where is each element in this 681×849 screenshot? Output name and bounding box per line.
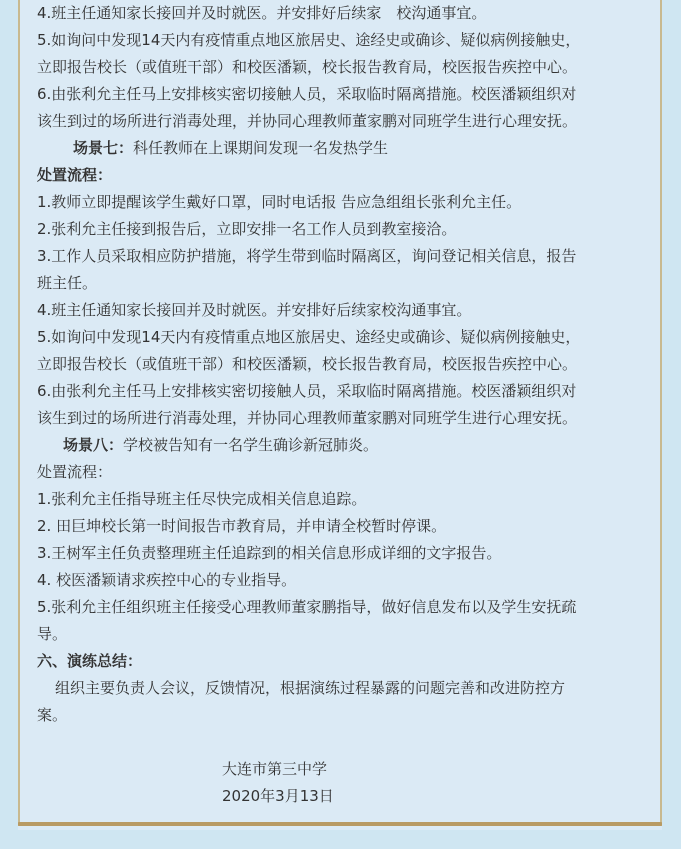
text-line: 1.张利允主任指导班主任尽快完成相关信息追踪。 xyxy=(37,490,367,508)
scene-eight-label: 场景八： xyxy=(63,436,124,454)
procedure-heading: 处置流程： xyxy=(37,463,113,481)
signature-org: 大连市第三中学 xyxy=(222,760,328,778)
text-line: 导。 xyxy=(37,625,68,643)
text-line: 该生到过的场所进行消毒处理，并协同心理教师董家鹏对同班学生进行心理安抚。 xyxy=(37,112,578,130)
text-line: 组织主要负责人会议，反馈情况，根据演练过程暴露的问题完善和改进防控方 xyxy=(55,679,566,697)
text-line: 立即报告校长（或值班干部）和校医潘颖，校长报告教育局，校医报告疾控中心。 xyxy=(37,355,578,373)
scene-seven-heading xyxy=(37,135,388,162)
text-line: 4. 校医潘颖请求疾控中心的专业指导。 xyxy=(37,571,297,589)
frame-left-border xyxy=(18,0,20,826)
text-line: 5.如询问中发现14天内有疫情重点地区旅居史、途经史或确诊、疑似病例接触史， xyxy=(37,328,581,346)
text-line: 6.由张利允主任马上安排核实密切接触人员，采取临时隔离措施。校医潘颖组织对 xyxy=(37,382,577,400)
frame-right-border xyxy=(660,0,662,826)
text-line: 2.张利允主任接到报告后，立即安排一名工作人员到教室接洽。 xyxy=(37,220,457,238)
text-line: 6.由张利允主任马上安排核实密切接触人员，采取临时隔离措施。校医潘颖组织对 xyxy=(37,85,577,103)
text-line: 3.王树军主任负责整理班主任追踪到的相关信息形成详细的文字报告。 xyxy=(37,544,502,562)
summary-heading: 六、演练总结： xyxy=(37,652,143,670)
frame-bottom-border xyxy=(18,822,662,826)
scene-eight-text: 学校被告知有一名学生确诊新冠肺炎。 xyxy=(123,436,379,454)
text-line: 4.班主任通知家长接回并及时就医。并安排好后续家 校沟通事宜。 xyxy=(37,4,487,22)
scene-seven-label: 场景七： xyxy=(73,139,134,157)
text-line: 班主任。 xyxy=(37,274,98,292)
text-line: 5.张利允主任组织班主任接受心理教师董家鹏指导，做好信息发布以及学生安抚疏 xyxy=(37,598,577,616)
text-line: 4.班主任通知家长接回并及时就医。并安排好后续家校沟通事宜。 xyxy=(37,301,472,319)
text-line: 该生到过的场所进行消毒处理，并协同心理教师董家鹏对同班学生进行心理安抚。 xyxy=(37,409,578,427)
text-line: 立即报告校长（或值班干部）和校医潘颖，校长报告教育局，校医报告疾控中心。 xyxy=(37,58,578,76)
procedure-heading: 处置流程： xyxy=(37,166,113,184)
text-line: 案。 xyxy=(37,706,68,724)
text-line: 5.如询问中发现14天内有疫情重点地区旅居史、途经史或确诊、疑似病例接触史， xyxy=(37,31,581,49)
text-line: 3.工作人员采取相应防护措施，将学生带到临时隔离区，询问登记相关信息，报告 xyxy=(37,247,577,265)
text-line: 2. 田巨坤校长第一时间报告市教育局，并申请全校暂时停课。 xyxy=(37,517,447,535)
scene-eight-heading xyxy=(37,432,378,459)
text-line: 1.教师立即提醒该学生戴好口罩，同时电话报 告应急组组长张利允主任。 xyxy=(37,193,522,211)
signature-date: 2020年3月13日 xyxy=(222,787,334,805)
scene-seven-text: 科任教师在上课期间发现一名发热学生 xyxy=(133,139,389,157)
